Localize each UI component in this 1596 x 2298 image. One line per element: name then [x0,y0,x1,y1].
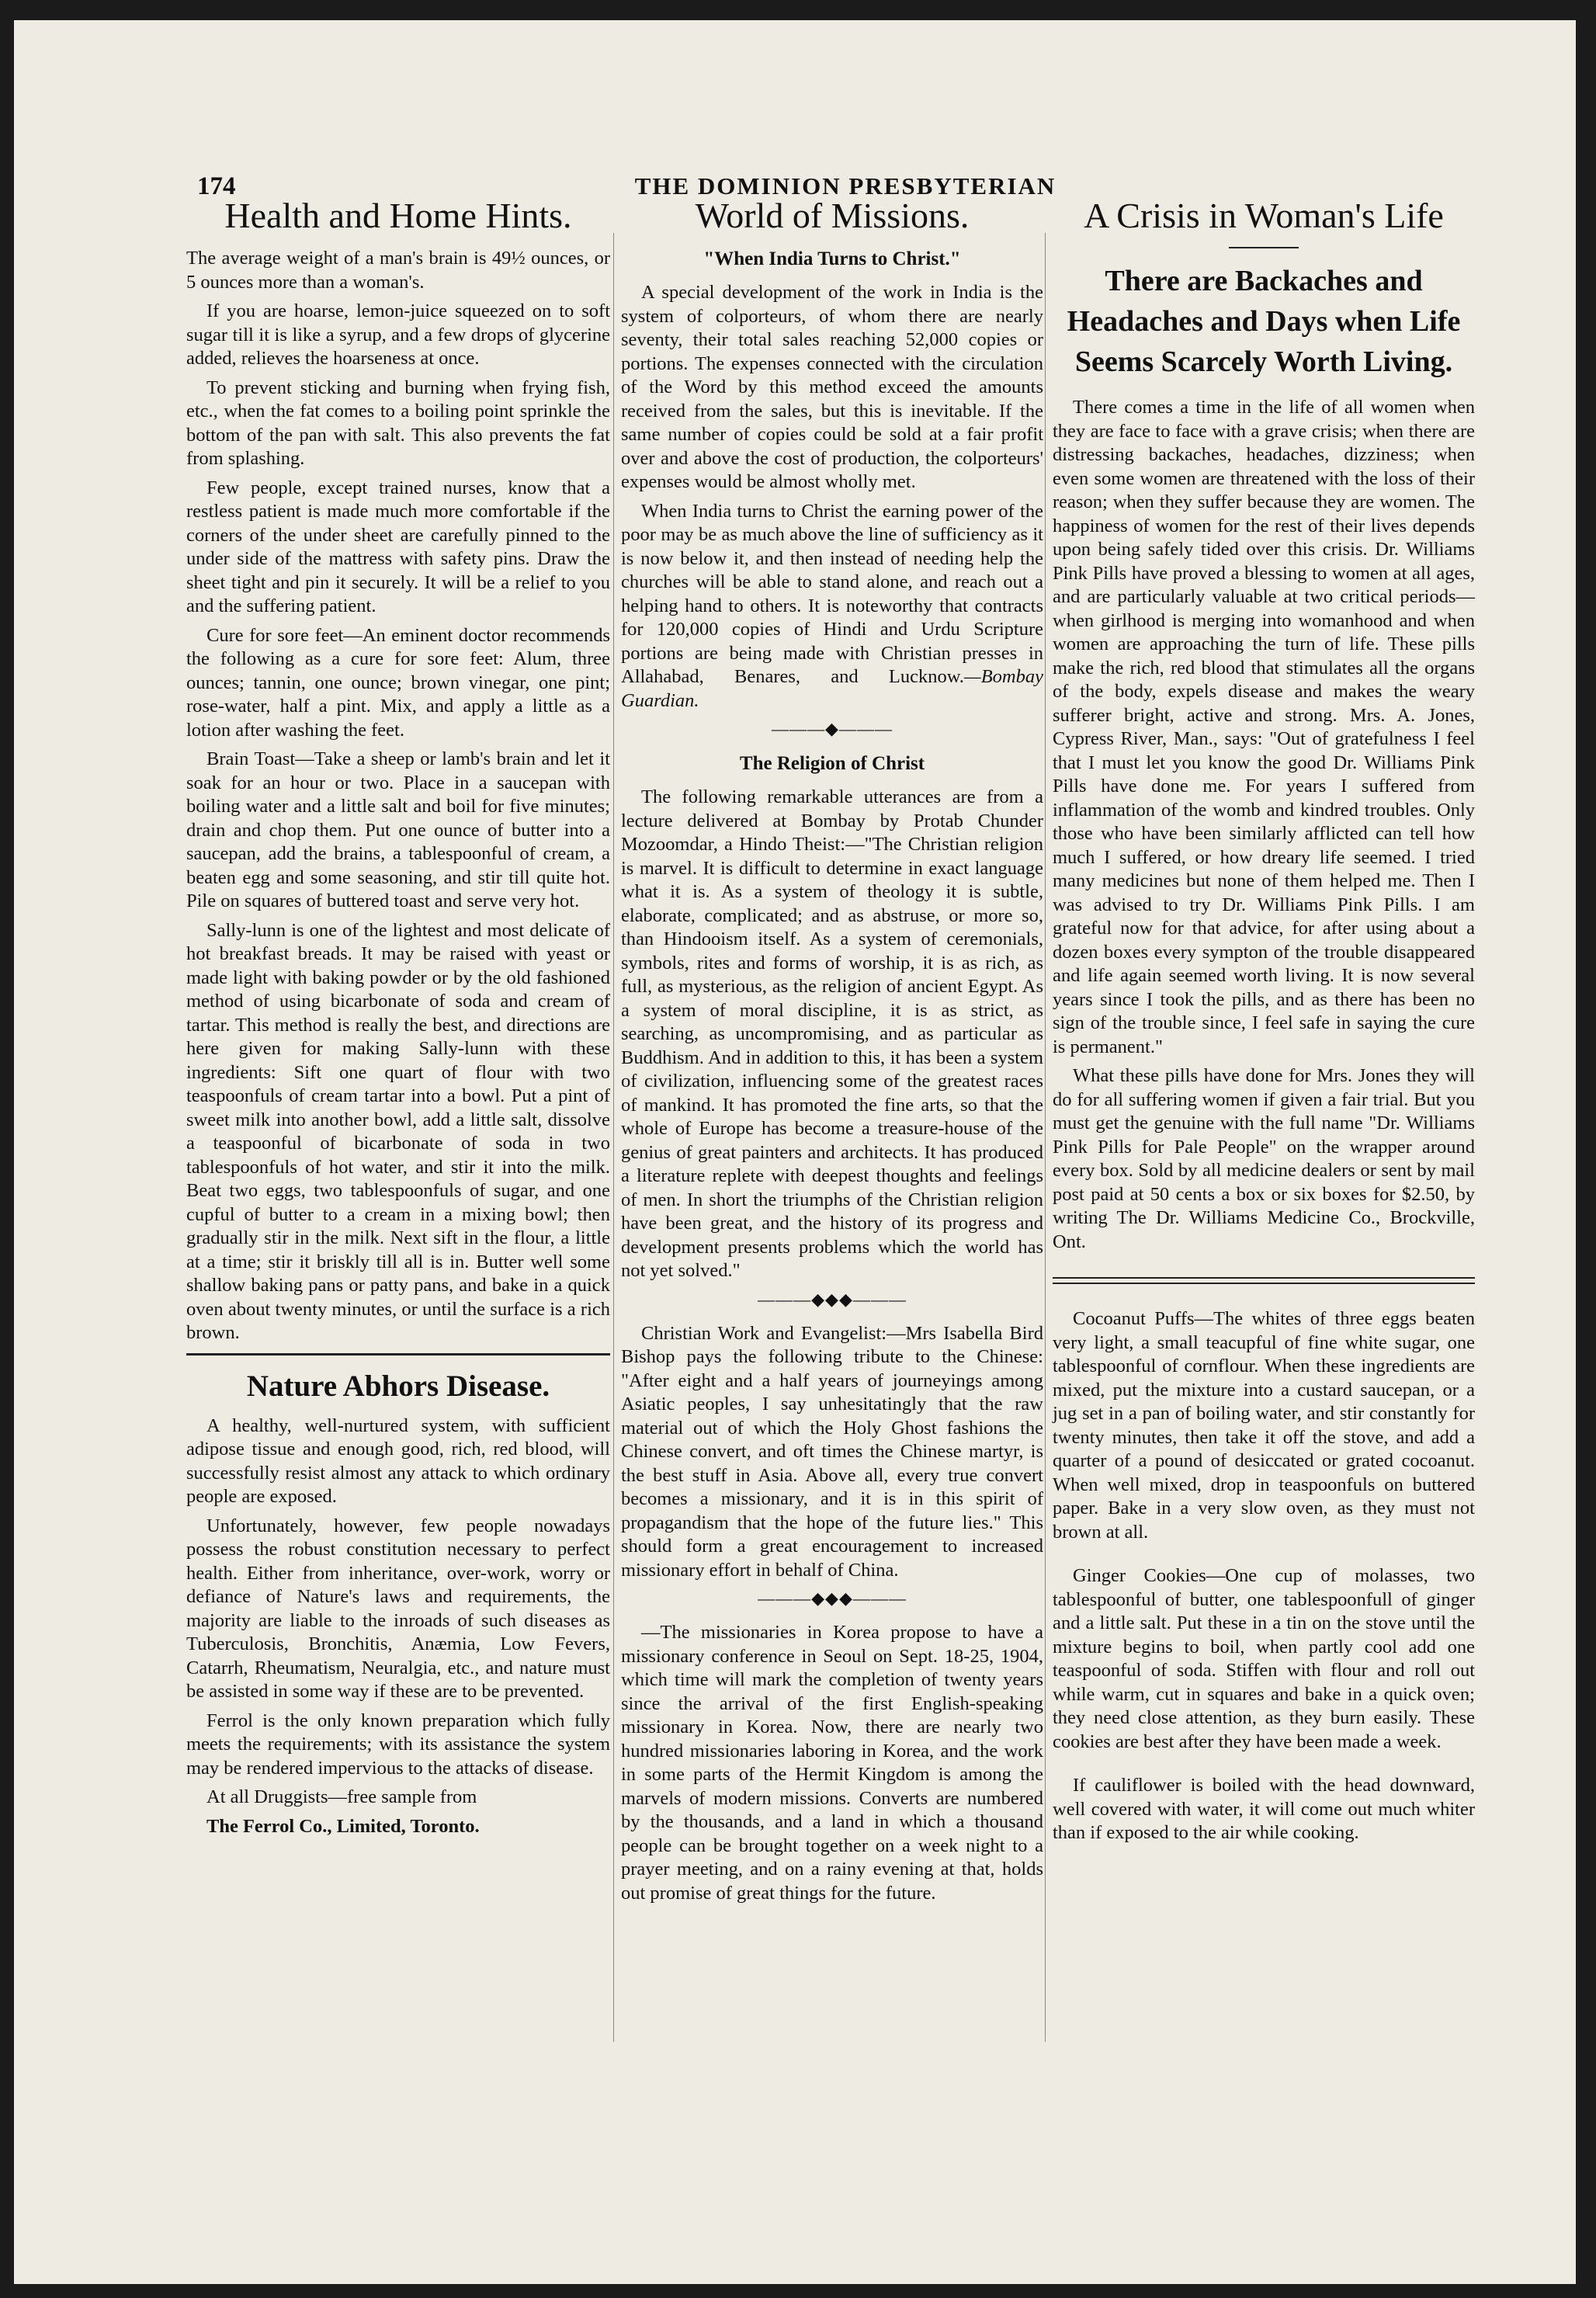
paragraph: Brain Toast—Take a sheep or lamb's brain and let it soak for an hour or two. Place in a saucepan with boiling water and a little salt and boil for five minutes; drain and chop them. Put one ounce of butter into a saucepan, add the brains, a tablespoonful of cream, a beaten egg and some seasoning, and stir till quite hot. Pile on squares of buttered toast and serve very hot. [186,748,610,911]
paragraph: Christian Work and Evangelist:—Mrs Isabella Bird Bishop pays the following tribute to the Chinese: "After eight and a half years of journeyings among Asiatic peoples, I say unhesitatingly that the raw material out of which the Holy Ghost fashions the Chinese convert, and oft times the Chinese martyr, is the best stuff in Asia. Above all, every true convert becomes a missionary, and it is in this spirit of propagandism that the hope of the future lies." This should form a great encouragement to increased missionary effort in behalf of China. [621,1322,1043,1581]
paragraph: There comes a time in the life of all women when they are face to face with a grave crisis; when there are distressing backaches, headaches, dizziness; when even some women are threatened with the loss of their reason; when they suffer because they are women. The happiness of women for the rest of their lives depends upon being safely tided over this crisis. Dr. Williams Pink Pills have proved a blessing to women at all ages, and are particularly valuable at two critical periods—when girlhood is merging into womanhood and when women are approaching the turn of life. These pills make the rich, red blood that stimulates all the organs of the body, expels disease and makes the weary sufferer bright, active and strong. Mrs. A. Jones, Cypress River, Man., says: "Out of gratefulness I feel that I must let you know the good Dr. Williams Pink Pills have done me. For years I suffered from inflammation of the womb and kindred troubles. Only those who have been similarly afflicted can tell how much I suffered, or how dreary life seemed. I tried many medicines but none of them helped me. Then I was advised to try Dr. Williams Pink Pills. I am grateful now for that advice, for after using about a dozen boxes every sympton of the trouble disappeared and life again seemed worth living. It is now several years since I took the pills, and as there has been no sign of the trouble since, I feel safe in saying the cure is permanent." [1053,397,1475,1057]
paragraph: What these pills have done for Mrs. Jones they will do for all suffering women if given a fair trial. But you must get the genuine with the full name "Dr. Williams Pink Pills for Pale People" on the wrapper around every box. Sold by all medicine dealers or sent by mail post paid at 50 cents a box or six boxes for $2.50, by writing The Dr. Williams Medicine Co., Brockville, Ont. [1053,1065,1475,1252]
column-crisis-womans-life [1053,194,1475,1851]
ad-headline: There are Backaches and Headaches and Days when Life Seems Scarcely Worth Living. [1067,265,1461,378]
paragraph: A special development of the work in India is the system of colporteurs, of whom there are nearly seventy, their total sales reaching 52,000 copies or portions. The expenses connected with the circulation of the Word by this method exceed the amounts received from the sales, but this is inevitable. If the same number of copies could be sold at a fair profit over and above the cost of production, the colporteurs' expenses would be almost wholly met. [621,282,1043,492]
paragraph-text: When India turns to Christ the earning power of the poor may be as much above the line of sufficiency as it is now below it, and then instead of needing help the churches will be able to stand alone, and reach out a helping hand to others. It is noteworthy that contracts for 120,000 copies of Hindi and Urdu Scripture portions are being made with Christian presses in Allahabad, Benares, and Lucknow. [621,500,1043,687]
source-attribution: —Bombay Guardian. [621,666,1043,711]
column-world-of-missions [621,194,1043,1911]
section-title-crisis: A Crisis in Woman's Life [1084,196,1444,235]
subhead-india: "When India Turns to Christ." [703,248,961,269]
paragraph: Sally-lunn is one of the lightest and most delicate of hot breakfast breads. It may be raised with yeast or made light with baking powder or by the old fashioned method of using bicarbonate of soda and cream of tartar. This method is really the best, and directions are here given for making Sally-lunn with these ingredients: Sift one quart of flour with two teaspoonfuls of cream tartar into a bowl. Put a pint of sweet milk into another bowl, add a little salt, dissolve a teaspoonful of bicarbonate of soda in two tablespoonfuls of hot water, and stir it into the milk. Beat two eggs, two tablespoonfuls of sugar, and one cupful of butter to a cream in a mixing bowl; then gradually stir in the milk. Next sift in the flour, a little at a time; stir it briskly till all is in. Butter well some shallow baking pans or patty pans, and bake in a quick oven about twenty minutes, or until the surface is a rich brown. [186,919,610,1343]
section-title-health: Health and Home Hints. [224,196,572,235]
ad-footer: At all Druggists—free sample from [206,1786,477,1807]
ad-title-nature-abhors-disease: Nature Abhors Disease. [246,1369,550,1403]
short-rule [1229,247,1299,248]
paragraph [621,500,1043,713]
subhead-religion: The Religion of Christ [739,753,925,774]
column-health-home-hints [186,194,610,1844]
ornament-divider: ———◆◆◆——— [758,1289,907,1309]
recipe-paragraph: Cocoanut Puffs—The whites of three eggs beaten very light, a small teacupful of fine white sugar, one tablespoonful of cornflour. When these ingredients are mixed, put the mixture into a custard saucepan, or a jug set in a pan of boiling water, and stir constantly for twenty minutes, then take it off the stove, and add a quarter of a pound of desiccated or grated cocoanut. When well mixed, drop in teaspoonfuls on buttered paper. Bake in a very slow oven, as they must not brown at all. [1053,1308,1475,1543]
paragraph: Few people, except trained nurses, know that a restless patient is made much more comfortable if the corners of the under sheet are carefully pinned to the under side of the mattress with safety pins. Draw the sheet tight and pin it securely. It will be a relief to you and the suffering patient. [186,477,610,616]
section-title-missions: World of Missions. [695,196,970,235]
paragraph: The following remarkable utterances are from a lecture delivered at Bombay by Protab Chunder Mozoomdar, a Hindo Theist:—"The Christian religion is marvel. It is difficult to determine in exact language what it is. As a system of theology it is subtle, elaborate, complicated; and as abstruse, or more so, than Hindooism itself. As a system of ceremonials, symbols, rites and forms of worship, it is as rich, as full, as mysterious, as the religion of ancient Egypt. As a system of moral discipline, it is as strict, as searching, as uncompromising, and as particular as Buddhism. And in addition to this, it has been a system of civilization, influencing some of the greatest races of mankind. It has promoted the fine arts, so that the whole of Europe has become a treasure-house of the genius of great painters and architects. It has produced a literature replete with deepest thoughts and feelings of men. In short the triumphs of the Christian religion have been great, and the history of its progress and development presents problems which the world has not yet solved." [621,786,1043,1281]
paragraph: Cure for sore feet—An eminent doctor recommends the following as a cure for sore feet: Alum, three ounces; tannin, one ounce; brown vinegar, one pint; rose-water, half a pint. Mix, and apply a little as a lotion after washing the feet. [186,624,610,741]
paragraph: —The missionaries in Korea propose to have a missionary conference in Seoul on Sept. 18-25, 1904, which time will mark the completion of twenty years since the arrival of the first English-speaking missionary in Korea. Now, there are nearly two hundred missionaries laboring in Korea, and the work in some parts of the Hermit Kingdom is among the marvels of modern missions. Converts are numbered by the thousands, and a land in which a thousand people can be brought together on a week night to a prayer meeting, and on a rainy evening at that, holds out promise of great things for the future. [621,1622,1043,1904]
column-divider [613,233,614,2042]
ad-paragraph: Ferrol is the only known preparation which fully meets the requirements; with its assistance the system may be rendered impervious to the attacks of disease. [186,1710,610,1779]
recipe-paragraph: Ginger Cookies—One cup of molasses, two tablespoonful of butter, one tablespoonfull of ginger and a little salt. Put these in a tin on the stove until the mixture begins to boil, when partly cool add one teaspoonful of soda. Stiffen with flour and roll out while warm, cut in squares and bake in a quick oven; they need close attention, as they burn easily. These cookies are best after they have been made a week. [1053,1565,1475,1752]
running-head: THE DOMINION PRESBYTERIAN [634,172,1056,200]
paragraph: To prevent sticking and burning when frying fish, etc., when the fat comes to a boiling point sprinkle the bottom of the pan with salt. This also prevents the fat from splashing. [186,377,610,469]
section-rule [186,1353,610,1356]
recipe-paragraph: If cauliflower is boiled with the head downward, well covered with water, it will come out much whiter than if exposed to the air while cooking. [1053,1775,1475,1843]
ad-paragraph: A healthy, well-nurtured system, with sufficient adipose tissue and enough good, rich, red blood, will successfully resist almost any attack to which ordinary people are exposed. [186,1415,610,1507]
double-rule [1053,1277,1475,1284]
ad-paragraph: Unfortunately, however, few people nowadays possess the robust constitution necessary to perfect health. Either from inheritance, over-work, worry or defiance of Nature's laws and requirements, the majority are liable to the inroads of such diseases as Tuberculosis, Bronchitis, Anæmia, Low Fevers, Catarrh, Rheumatism, Neuralgia, etc., and nature must be assisted in some way if these are to be prevented. [186,1515,610,1702]
ornament-divider: ———◆◆◆——— [758,1588,907,1608]
paragraph: The average weight of a man's brain is 49½ ounces, or 5 ounces more than a woman's. [186,248,610,293]
column-divider [1045,233,1046,2042]
ad-footer: The Ferrol Co., Limited, Toronto. [206,1815,480,1837]
ornament-divider: ———◆——— [772,719,893,738]
paragraph: If you are hoarse, lemon-juice squeezed on to soft sugar till it is like a syrup, and a few drops of glycerine added, relieves the hoarseness at once. [186,300,610,369]
page-number: 174 [197,172,236,200]
